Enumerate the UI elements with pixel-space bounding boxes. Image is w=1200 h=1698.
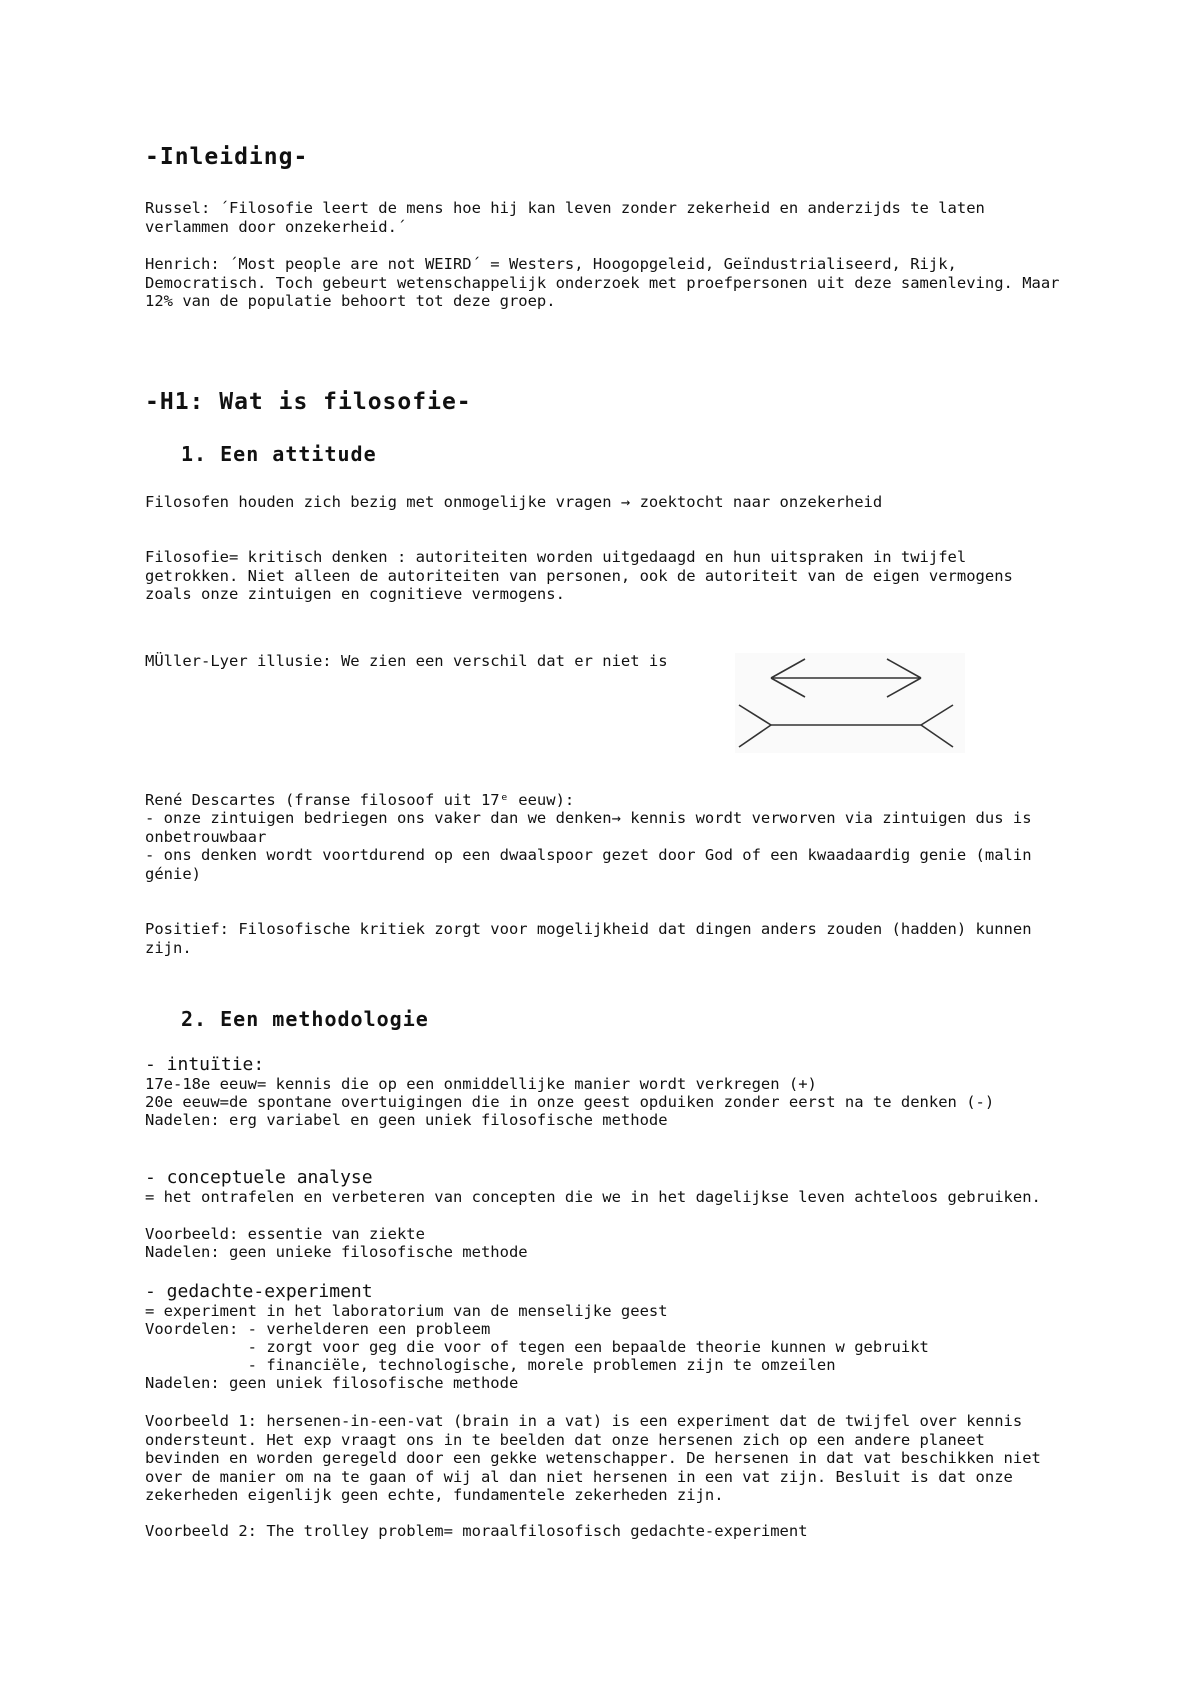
- muller-lyer-illusion-diagram: [735, 653, 965, 753]
- intuitie-line-3: Nadelen: erg variabel en geen uniek filosofische methode: [145, 1111, 668, 1129]
- gedachte-title: - gedachte-experiment: [145, 1281, 373, 1302]
- intuitie-title: - intuïtie:: [145, 1054, 265, 1075]
- descartes-bullet-1: - onze zintuigen bedriegen ons vaker dan we denken→ kennis wordt verworven via zintuigen dus is onbetrouwbaar: [145, 809, 1041, 846]
- section1-p1: Filosofen houden zich bezig met onmogelijke vragen → zoektocht naar onzekerheid: [145, 493, 883, 511]
- gedachte-line-2: Voordelen: - verhelderen een probleem: [145, 1320, 491, 1338]
- positief-text: Positief: Filosofische kritiek zorgt voor mogelijkheid dat dingen anders zouden (hadden) kunnen zijn.: [145, 920, 1041, 957]
- bottom-line-arrows-out: [739, 705, 953, 747]
- intro-heading: -Inleiding-: [145, 144, 309, 170]
- conceptueel-line-3: Nadelen: geen unieke filosofische methode: [145, 1243, 528, 1261]
- intuitie-line-1: 17e-18e eeuw= kennis die op een onmiddellijke manier wordt verkregen (+): [145, 1075, 817, 1093]
- section1-p2: Filosofie= kritisch denken : autoriteiten worden uitgedaagd en hun uitspraken in twijfel getrokken. Niet alleen de autoriteiten van personen, ook de autoriteit van de eigen vermogens zoals onze zintuigen en cognitieve vermogens.: [145, 548, 1023, 603]
- conceptueel-line-1: = het ontrafelen en verbeteren van concepten die we in het dagelijkse leven achteloos gebruiken.: [145, 1188, 1041, 1206]
- conceptueel-line-2: Voorbeeld: essentie van ziekte: [145, 1225, 425, 1243]
- gedachte-line-4: - financiële, technologische, morele problemen zijn te omzeilen: [145, 1356, 836, 1374]
- section2-heading: 2. Een methodologie: [181, 1007, 429, 1031]
- intuitie-line-2: 20e eeuw=de spontane overtuigingen die in onze geest opduiken zonder eerst na te denken (-): [145, 1093, 995, 1111]
- voorbeeld-1: Voorbeeld 1: hersenen-in-een-vat (brain in a vat) is een experiment dat de twijfel over kennis ondersteunt. Het exp vraagt ons in te beelden dat onze hersenen zich op een andere planeet bevinden en worden geregeld door een gekke wetenschapper. De hersenen in dat vat beschikken niet over de manier om na te gaan of wij al dan niet hersenen in een vat zijn. Besluit is dat onze zekerheden eigenlijk geen echte, fundamentele zekerheden zijn.: [145, 1412, 1051, 1504]
- top-line-arrows-in: [771, 659, 921, 697]
- voorbeeld-2: Voorbeeld 2: The trolley problem= moraalfilosofisch gedachte-experiment: [145, 1522, 808, 1540]
- russel-quote: Russel: ´Filosofie leert de mens hoe hij kan leven zonder zekerheid en anderzijds te laten verlammen door onzekerheid.´: [145, 199, 995, 236]
- gedachte-line-5: Nadelen: geen uniek filosofische methode: [145, 1374, 519, 1392]
- conceptueel-title: - conceptuele analyse: [145, 1167, 373, 1188]
- gedachte-line-3: - zorgt voor geg die voor of tegen een bepaalde theorie kunnen w gebruikt: [145, 1338, 929, 1356]
- gedachte-line-1: = experiment in het laboratorium van de menselijke geest: [145, 1302, 668, 1320]
- h1-heading: -H1: Wat is filosofie-: [145, 389, 472, 415]
- descartes-bullet-2: - ons denken wordt voortdurend op een dwaalspoor gezet door God of een kwaadaardig genie (malin génie): [145, 846, 1041, 883]
- muller-lyer-text: MÜller-Lyer illusie: We zien een verschil dat er niet is: [145, 652, 668, 670]
- henrich-quote: Henrich: ´Most people are not WEIRD´ = Westers, Hoogopgeleid, Geïndustrialiseerd, Rijk, Democratisch. Toch gebeurt wetenschappelijk onderzoek met proefpersonen uit deze samenleving. Maar 12% van de populatie behoort tot deze groep.: [145, 255, 1069, 310]
- descartes-title: René Descartes (franse filosoof uit 17ᵉ eeuw):: [145, 791, 575, 809]
- section1-heading: 1. Een attitude: [181, 442, 377, 466]
